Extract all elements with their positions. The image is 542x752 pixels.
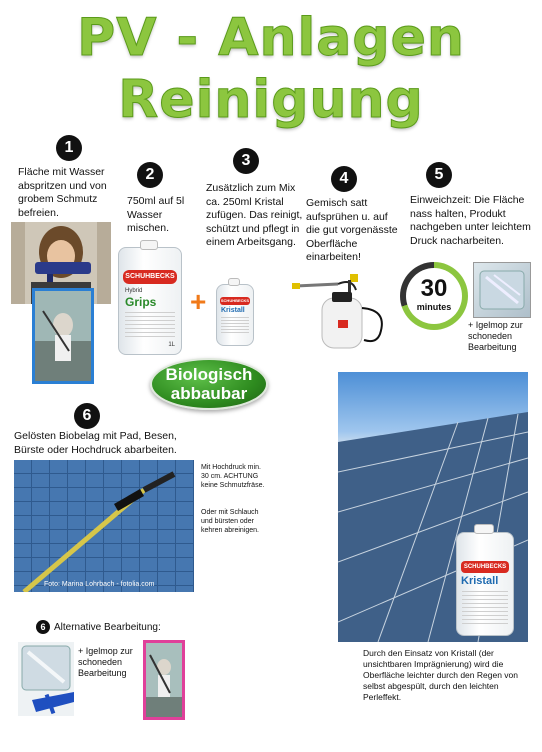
kristall-large-fine-print [462, 591, 508, 627]
timer-ring [400, 262, 468, 330]
step-3-number: 3 [233, 148, 259, 174]
grips-fine-print [125, 312, 175, 338]
bio-badge-line2: abbaubar [170, 384, 248, 403]
step-1-photo-washing [32, 288, 94, 384]
blue-mop-illustration [18, 642, 74, 716]
kristall-small-fine-print [221, 317, 249, 335]
step-4-text: Gemisch satt aufsprühen u. auf die gut vorgenässte Oberfläche einarbeiten! [306, 197, 398, 263]
step-1-number: 1 [56, 135, 82, 161]
step-5-number: 5 [426, 162, 452, 188]
kristall-caption: Durch den Einsatz von Kristall (der unsichtbaren Imprägnierung) wird die Oberfläche leichter durch den Regen von selbst abgespült, durch den leichten Perleffekt. [363, 648, 518, 702]
hochdruck-note: Mit Hochdruck min. 30 cm. ACHTUNG keine Schmutzfräse. [201, 464, 265, 489]
kristall-small-name: Kristall [221, 307, 245, 314]
schlauch-note: Oder mit Schlauch und bürsten oder kehren abreinigen. [201, 509, 259, 534]
bio-badge [150, 358, 268, 410]
large-panel-photo [338, 372, 528, 642]
mop-pad-illustration [474, 263, 530, 317]
step-4-number: 4 [331, 166, 357, 192]
step-6-text: Gelösten Biobelag mit Pad, Besen, Bürste oder Hochdruck abarbeiten. [14, 430, 177, 456]
step-2-number: 2 [137, 162, 163, 188]
step-5-text: Einweichzeit: Die Fläche nass halten, Produkt nachgeben unter leichtem Druck nacharbeiten. [410, 194, 531, 247]
timer-value: 30 [420, 275, 448, 302]
kristall-bottle-large [456, 532, 514, 636]
washing-photo-illustration [35, 291, 91, 381]
alt-title: Alternative Bearbeitung: [54, 622, 161, 633]
alt-note: + Igelmop zur schoneden Bearbeitung [78, 646, 133, 678]
step-2-text: 750ml auf 5l Wasser mischen. [127, 195, 185, 234]
grips-name-label: Grips [125, 295, 157, 309]
solar-panel-cleaning-illustration [14, 460, 194, 592]
kristall-bottle-small [216, 284, 254, 346]
grips-volume: 1L [168, 342, 175, 348]
kristall-large-name: Kristall [461, 575, 499, 587]
grips-line-label: Hybrid [125, 288, 143, 294]
plus-sign: + [190, 286, 207, 317]
igelmop-photo [473, 262, 531, 318]
step-6-number: 6 [74, 403, 100, 429]
igelmop-note: + Igelmop zur schoneden Bearbeitung [468, 320, 523, 352]
kristall-small-brand: SCHUHBECKS [220, 298, 250, 303]
photo-credit: Foto: Marina Lohrbach - fotolia.com [44, 581, 155, 588]
panel-cleaning-photo [14, 460, 194, 592]
alt-washing-photo [143, 640, 185, 720]
grips-bottle-cap [140, 240, 158, 250]
alt-washing-illustration [146, 643, 182, 717]
alt-mop-photo [18, 642, 74, 716]
timer-face [406, 268, 462, 324]
page-title-line1: PV - Anlagen [77, 8, 465, 68]
page-title-line2: Reinigung [118, 70, 424, 130]
pressure-sprayer-icon [292, 274, 392, 352]
grips-bottle [118, 247, 182, 355]
step-1-text: Fläche mit Wasser abspritzen und von grobem Schmutz befreien. [18, 166, 107, 219]
kristall-large-brand: SCHUHBECKS [461, 561, 509, 573]
kristall-large-cap [474, 524, 494, 534]
kristall-small-cap [228, 278, 240, 286]
timer-unit: minutes [416, 302, 452, 312]
grips-brand-label: SCHUHBECKS [123, 270, 177, 284]
bio-badge-line1: Biologisch [165, 365, 253, 384]
step-3-text: Zusätzlich zum Mix ca. 250ml Kristal zufügen. Das reinigt, schützt und pflegt in einem Arbeitsgang. [206, 182, 303, 248]
alt-step-number: 6 [36, 620, 50, 634]
